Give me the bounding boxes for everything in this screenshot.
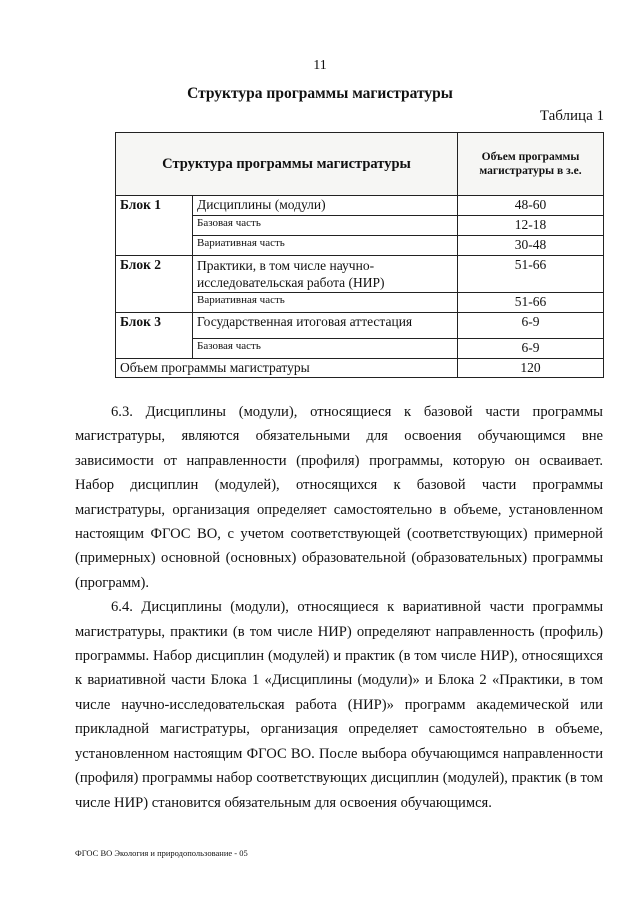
page-number: 11: [313, 58, 327, 73]
table-total-row: [116, 359, 604, 378]
block-3-attestation-value: 6-9: [458, 313, 604, 339]
page-title: Структура программы магистратуры: [187, 85, 453, 102]
block-2-label: Блок 2: [116, 256, 193, 313]
table-row: [116, 256, 604, 293]
block-3-base-part: Базовая часть: [193, 339, 458, 359]
paragraph-6-4: 6.4. Дисциплины (модули), относящиеся к вариативной части программы магистратуры, практики (в том числе НИР) определяют направленность (профиль) программы. Набор дисциплин (модулей) и практик (в том числе НИР), относящихся к вариативной части Блока 1 «Дисциплины (модули)» и Блока 2 «Практики, в том числе научно-исследовательская работа (НИР)» программ академической или прикладной магистратуры, организация определяет самостоятельно в объеме, установленном настоящим ФГОС ВО. После выбора обучающимся направленности (профиля) программы набор соответствующих дисциплин (модулей), практик (в том числе НИР) становится обязательным для освоения обучающимся.: [75, 599, 603, 811]
paragraph-6-3: 6.3. Дисциплины (модули), относящиеся к базовой части программы магистратуры, являются обязательными для освоения обучающимся вне зависимости от направленности (профиля) программы, которую он осваивает. Набор дисциплин (модулей), относящихся к базовой части программы магистратуры, организация определяет самостоятельно в объеме, установленном настоящим ФГОС ВО, с учетом соответствующей (соответствующих) примерной (примерных) основной (основных) образовательной (образовательных) программы (программ).: [75, 404, 603, 591]
block-3-attestation: Государственная итоговая аттестация: [193, 313, 458, 339]
block-1-disciplines-value: 48-60: [458, 196, 604, 216]
body-text: [75, 400, 603, 815]
program-structure-table: [115, 132, 604, 378]
block-2-variative-part: Вариативная часть: [193, 293, 458, 313]
table-header-row: [116, 133, 604, 196]
header-volume: Объем программы магистратуры в з.е.: [458, 133, 604, 196]
footer: ФГОС ВО Экология и природопользование - 05: [75, 848, 248, 858]
header-structure: Структура программы магистратуры: [116, 133, 458, 196]
table-row: [116, 196, 604, 216]
block-1-disciplines: Дисциплины (модули): [193, 196, 458, 216]
block-2-practice: Практики, в том числе научно-исследовательская работа (НИР): [193, 256, 458, 293]
block-1-variative-part-value: 30-48: [458, 236, 604, 256]
block-2-practice-value: 51-66: [458, 256, 604, 293]
block-2-variative-part-value: 51-66: [458, 293, 604, 313]
total-value: 120: [458, 359, 604, 378]
block-1-variative-part: Вариативная часть: [193, 236, 458, 256]
block-3-label: Блок 3: [116, 313, 193, 359]
table-row: [116, 313, 604, 339]
block-1-base-part-value: 12-18: [458, 216, 604, 236]
total-label: Объем программы магистратуры: [116, 359, 458, 378]
table-caption: Таблица 1: [539, 108, 604, 124]
block-1-base-part: Базовая часть: [193, 216, 458, 236]
block-1-label: Блок 1: [116, 196, 193, 256]
block-3-base-part-value: 6-9: [458, 339, 604, 359]
